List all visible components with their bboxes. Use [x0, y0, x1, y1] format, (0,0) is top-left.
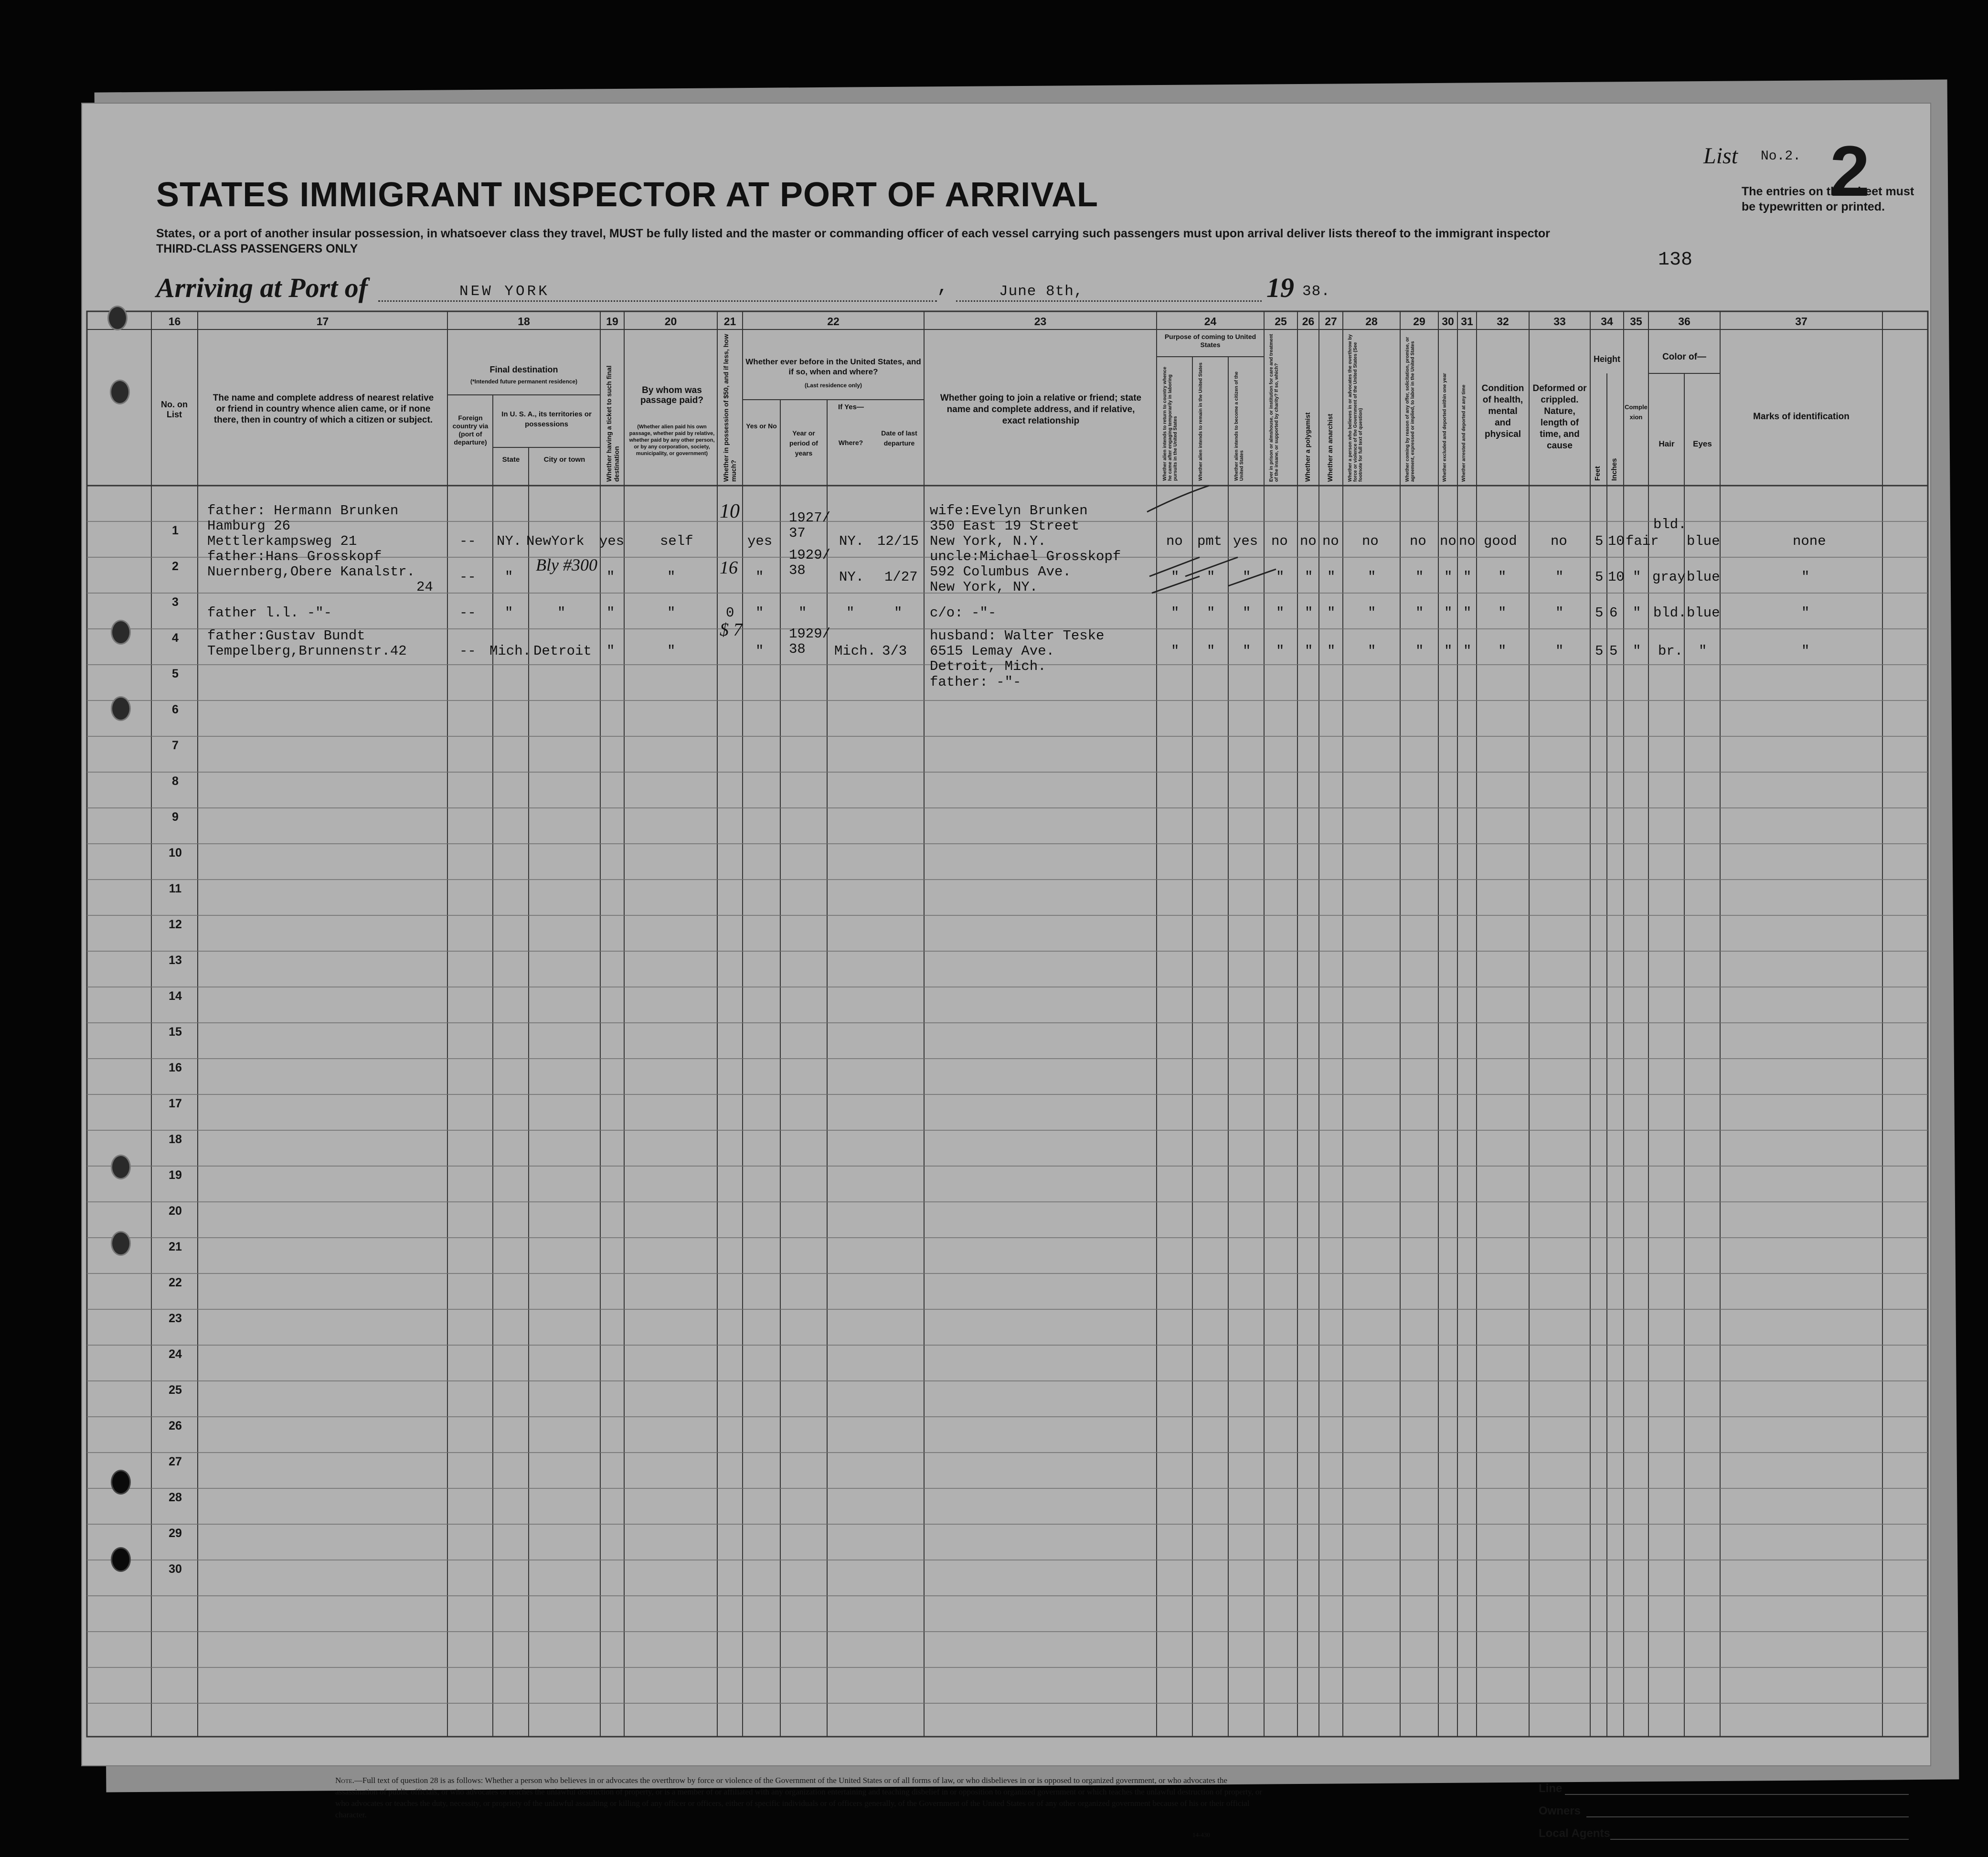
- r3-c24b: ": [1207, 605, 1215, 621]
- r2-inches: 10: [1608, 569, 1625, 585]
- r1-join-address: 350 East 19 Street: [930, 518, 1080, 534]
- r2-join-name: uncle:Michael Grosskopf: [930, 549, 1121, 564]
- owners-label: Owners: [1539, 1804, 1581, 1817]
- r4-paid-ditto: ": [667, 643, 676, 659]
- year-prefix: 19: [1266, 272, 1294, 303]
- colnum-24: 24: [1204, 315, 1217, 328]
- manifest-sheet: [81, 103, 1931, 1840]
- r1-before: yes: [747, 533, 773, 549]
- port-comma: ,: [937, 276, 951, 298]
- r5-join: father: -"-: [930, 674, 1021, 690]
- r2-year: 1929/ 38: [789, 547, 831, 578]
- binder-hole: [111, 696, 131, 721]
- r4-feet: 5: [1595, 643, 1604, 659]
- r4-c31: ": [1463, 643, 1472, 659]
- header-c22-ifyes: If Yes—: [838, 403, 864, 411]
- colnum-27: 27: [1325, 315, 1337, 328]
- list-label: List: [1703, 143, 1738, 169]
- r1-c24a: no: [1166, 533, 1183, 549]
- r2-health: ": [1498, 569, 1507, 585]
- colnum-28: 28: [1365, 315, 1378, 328]
- r3-inches: 6: [1609, 605, 1618, 621]
- r1-relative: father: Hermann Brunken: [207, 503, 399, 519]
- row-number: 27: [169, 1455, 182, 1468]
- r3-complexion: ": [1633, 605, 1641, 621]
- r4-inches: 5: [1609, 643, 1618, 659]
- header-c30: Whether excluded and deported within one year: [1442, 373, 1447, 482]
- header-c21: Whether in possession of $50, and if less, how much?: [722, 334, 737, 482]
- r2-complexion: ": [1633, 569, 1641, 585]
- header-class: THIRD-CLASS PASSENGERS ONLY: [156, 242, 358, 255]
- header-c18-usa: In U. S. A., its territories or possessions: [501, 410, 592, 428]
- header-c22-where: Where?: [838, 439, 863, 446]
- footnote: Note.—Full text of question 28 is as follows: Whether a person who believes in or advocates the overthrow by force or violence of the Government of the United States or of all forms of law, or who disbelieves in or is opposed to organized government, or who advocates the assassination of public officials, or who advocates or teaches the unlawful destruction of property, or is a member of or affiliated with any organization entertaining and teaching disbelief in or opposition to organized government or which teaches the unlawful destruction of property, or who advocates or teaches the duty, necessity, or propriety of the unlawful assaulting or killing of any officer or officers, either of specific individuals or of officers generally, of the Government of the United States or of any other organized government because of his or their official character.: [335, 1776, 1263, 1819]
- header-c18-foreign: Foreign country via (port of departure): [452, 414, 489, 446]
- list-big-number: 2: [1830, 131, 1870, 211]
- header-c22-date: Date of last departure: [881, 429, 917, 447]
- header-c32: Condition of health, mental and physical: [1481, 383, 1524, 439]
- r1-eyes: blue: [1687, 533, 1720, 549]
- row-number: 24: [169, 1348, 182, 1361]
- r1-hair: bld.: [1653, 517, 1687, 532]
- r2-c27: ": [1327, 569, 1336, 585]
- colnum-16: 16: [168, 315, 181, 328]
- header-c22-title: Whether ever before in the United States, and if so, when and where?: [745, 357, 921, 376]
- colnum-31: 31: [1461, 315, 1473, 328]
- r3-feet: 5: [1595, 605, 1604, 621]
- owners-field: [1586, 1816, 1909, 1817]
- r2-state-ditto: ": [505, 569, 513, 585]
- row-number: 29: [169, 1527, 182, 1540]
- r1-join-name: wife:Evelyn Brunken: [930, 503, 1088, 519]
- r3-health: ": [1498, 605, 1507, 621]
- header-c17: The name and complete address of nearest relative or friend in country whence alien came, or if none there, then in country of which a citizen or subject.: [213, 393, 434, 425]
- colnum-30: 30: [1442, 315, 1454, 328]
- list-number: No.2.: [1761, 149, 1801, 164]
- header-c24-a: Whether alien intends to return to country whence he came after engaging temporarily in laboring pursuits in the United States: [1162, 367, 1178, 481]
- row-number: 25: [169, 1383, 182, 1397]
- row-number: 22: [169, 1276, 182, 1289]
- r4-c30: ": [1444, 643, 1453, 659]
- row-number: 6: [172, 703, 179, 716]
- r3-c24c: ": [1243, 605, 1251, 621]
- r4-deformed: ": [1555, 643, 1564, 659]
- r1-feet: 5: [1595, 533, 1604, 549]
- r3-paid-ditto: ": [667, 605, 676, 621]
- row-number: 16: [169, 1061, 182, 1074]
- r3-money: 0: [726, 605, 734, 621]
- colnum-32: 32: [1497, 315, 1509, 328]
- header-c34-feet: Feet: [1594, 466, 1602, 481]
- header-c18-title: Final destination: [489, 365, 558, 374]
- r1-where: NY.: [839, 533, 864, 549]
- r2-join-address: 592 Columbus Ave.: [930, 564, 1071, 580]
- line-label: Line: [1539, 1782, 1563, 1795]
- r4-ticket-ditto: ": [606, 643, 615, 659]
- row-number: 26: [169, 1419, 182, 1433]
- r1-city: NewYork: [526, 533, 585, 549]
- header-c36-hair: Hair: [1658, 439, 1675, 448]
- r1-money: 10: [720, 500, 740, 522]
- header-c36-eyes: Eyes: [1693, 439, 1712, 448]
- header-c24-c: Whether alien intends to become a citizen of the United States: [1234, 371, 1244, 481]
- r1-join-city: New York, N.Y.: [930, 533, 1046, 549]
- r2-where: NY.: [839, 569, 864, 585]
- colnum-23: 23: [1034, 315, 1047, 328]
- r3-c24a: ": [1171, 605, 1180, 621]
- header-c28: Whether a person who believes in or advocates the overthrow by force or violence of the Government of the United States (See footnote for full text of question): [1348, 334, 1363, 482]
- header-c35: Complexion: [1625, 403, 1648, 421]
- header-c22-yesno: Yes or No: [746, 422, 777, 430]
- r2-hair: gray: [1652, 569, 1686, 585]
- r4-hair: br.: [1658, 643, 1683, 659]
- r3-c29: ": [1415, 605, 1424, 621]
- header-c24-b: Whether alien intends to remain in the United States: [1198, 362, 1203, 481]
- header-c20-title: By whom was passage paid?: [640, 385, 703, 405]
- row-number: 23: [169, 1312, 182, 1325]
- r2-relative: father:Hans Grosskopf: [207, 549, 382, 564]
- r1-c28: no: [1362, 533, 1379, 549]
- r4-state: Mich.: [489, 643, 532, 659]
- colnum-21: 21: [723, 315, 736, 328]
- r1-c27: no: [1322, 533, 1339, 549]
- r4-c25: ": [1276, 643, 1285, 659]
- binder-hole: [110, 380, 130, 404]
- header-c31: Whether arrested and deported at any time: [1461, 384, 1467, 482]
- row-number: 20: [169, 1204, 182, 1218]
- r3-deformed: ": [1555, 605, 1564, 621]
- row-number: 28: [169, 1491, 182, 1504]
- arriving-label: Arriving at Port of: [156, 272, 368, 303]
- row-number: 12: [169, 918, 182, 931]
- colnum-18: 18: [518, 315, 530, 328]
- r1-foreign: --: [459, 533, 476, 549]
- r4-join-name: husband: Walter Teske: [930, 628, 1105, 644]
- r1-c31: no: [1459, 533, 1476, 549]
- agents-field: [1610, 1839, 1909, 1840]
- colnum-20: 20: [664, 315, 677, 328]
- row-number: 14: [169, 989, 182, 1003]
- row-number: 11: [169, 882, 182, 895]
- r3-eyes: blue: [1687, 605, 1720, 621]
- r4-city: Detroit: [533, 643, 592, 659]
- r2-c30: ": [1444, 569, 1453, 585]
- form-code: 14-430: [1192, 1831, 1210, 1838]
- r2-c26: ": [1305, 569, 1313, 585]
- header-c22-sub: (Last residence only): [804, 382, 862, 389]
- r3-before-ditto: ": [755, 605, 764, 621]
- r3-c26: ": [1305, 605, 1313, 621]
- binder-hole: [111, 1155, 131, 1179]
- r4-complexion: ": [1633, 643, 1641, 659]
- year-suffix: 38.: [1302, 283, 1330, 300]
- binder-hole: [111, 1470, 131, 1495]
- r1-state: NY.: [497, 533, 522, 549]
- colnum-19: 19: [606, 315, 618, 328]
- page-title: STATES IMMIGRANT INSPECTOR AT PORT OF ARRIVAL: [156, 176, 1098, 214]
- row-number: 1: [172, 524, 179, 537]
- r3-join: c/o: -"-: [930, 605, 997, 621]
- r4-relative-address: Tempelberg,Brunnenstr.42: [207, 643, 407, 659]
- r2-c24a: ": [1171, 569, 1180, 585]
- header-no-on-list: No. on List: [161, 400, 188, 419]
- r3-c27: ": [1327, 605, 1336, 621]
- colnum-33: 33: [1553, 315, 1566, 328]
- header-c19: Whether having a ticket to such final destination: [605, 365, 620, 482]
- r3-c28: ": [1368, 605, 1376, 621]
- colnum-25: 25: [1275, 315, 1287, 328]
- header-c37: Marks of identification: [1753, 412, 1850, 422]
- header-c27: Whether an anarchist: [1326, 414, 1334, 482]
- r1-c24c: yes: [1233, 533, 1258, 549]
- r4-date: 3/3: [882, 643, 907, 659]
- row-number: 2: [172, 560, 179, 573]
- colnum-34: 34: [1601, 315, 1613, 328]
- colnum-26: 26: [1302, 315, 1315, 328]
- row-number: 7: [172, 739, 179, 752]
- r3-c25: ": [1276, 605, 1285, 621]
- r2-feet: 5: [1595, 569, 1604, 585]
- r3-relative: father l.l. -"-: [207, 605, 332, 621]
- r1-c26: no: [1300, 533, 1317, 549]
- r3-marks: ": [1801, 605, 1810, 621]
- r4-year: 1929/ 38: [789, 626, 831, 657]
- agents-label: Local Agents: [1539, 1827, 1610, 1840]
- r2-foreign: --: [459, 569, 476, 585]
- header-c33: Deformed or crippled. Nature, length of time, and cause: [1532, 383, 1587, 451]
- binder-hole: [107, 306, 128, 330]
- header-c23: Whether going to join a relative or friend; state name and complete address, and if relative, exact relationship: [940, 393, 1142, 426]
- entries-note: The entries on this sheet must be typewritten or printed.: [1742, 185, 1914, 213]
- header-c36: Color of—: [1662, 352, 1706, 362]
- r2-handwritten-note: Bly #300: [536, 555, 597, 574]
- colnum-17: 17: [316, 315, 329, 328]
- r2-ticket-ditto: ": [606, 569, 615, 585]
- r2-paid-ditto: ": [667, 569, 676, 585]
- r3-city-ditto: ": [557, 605, 566, 621]
- binder-hole: [111, 1547, 131, 1572]
- binder-hole: [111, 620, 131, 645]
- r4-where: Mich.: [834, 643, 876, 659]
- r2-deformed: ": [1555, 569, 1564, 585]
- header-c26: Whether a polygamist: [1304, 412, 1311, 482]
- r3-foreign: --: [459, 605, 476, 621]
- r2-eyes: blue: [1687, 569, 1720, 585]
- r1-c29: no: [1410, 533, 1426, 549]
- r3-state-ditto: ": [505, 605, 513, 621]
- row-number: 19: [169, 1168, 182, 1182]
- r2-date: 1/27: [884, 569, 918, 585]
- r4-c24c: ": [1243, 643, 1251, 659]
- r2-join-city: New York, NY.: [930, 579, 1038, 595]
- r4-c29: ": [1415, 643, 1424, 659]
- header-c22-year: Year or period of years: [789, 429, 818, 457]
- header-c25: Ever in prison or almshouse, or institution for care and treatment of the insane, or supported by charity? If so, which?: [1269, 334, 1279, 482]
- r1-paid-by: self: [660, 533, 693, 549]
- r4-c24b: ": [1207, 643, 1215, 659]
- row-number: 13: [169, 954, 182, 967]
- r1-marks: none: [1793, 533, 1826, 549]
- r1-relative-city: Hamburg 26: [207, 518, 291, 534]
- r2-c28: ": [1368, 569, 1376, 585]
- row-number: 18: [169, 1133, 182, 1146]
- row-number: 8: [172, 775, 179, 788]
- row-lines: [87, 521, 1928, 1703]
- row-number: 15: [169, 1025, 182, 1039]
- r2-c31: ": [1463, 569, 1472, 585]
- r1-relative-street: Mettlerkampsweg 21: [207, 533, 357, 549]
- r3-c31: ": [1463, 605, 1472, 621]
- r4-c28: ": [1368, 643, 1376, 659]
- date-value: June 8th,: [999, 283, 1084, 300]
- r1-inches: 10: [1608, 533, 1625, 549]
- r2-c29: ": [1415, 569, 1424, 585]
- r4-c26: ": [1305, 643, 1313, 659]
- r2-c24b: ": [1207, 569, 1215, 585]
- row-number: 3: [172, 595, 179, 609]
- port-value: NEW YORK: [459, 283, 550, 300]
- sheet-number: 138: [1658, 249, 1693, 271]
- colnum-36: 36: [1678, 315, 1690, 328]
- r3-hair: bld.: [1653, 605, 1687, 621]
- r1-date: 12/15: [877, 533, 919, 549]
- r2-relative-address: Nuernberg,Obere Kanalstr.: [207, 564, 415, 580]
- header-c20-sub: (Whether alien paid his own passage, whether paid by relative, whether paid by any other person, or by any corporation, society, municipality, or government): [629, 424, 715, 456]
- r4-before-ditto: ": [755, 643, 764, 659]
- r4-marks: ": [1801, 643, 1810, 659]
- header-c24-title: Purpose of coming to United States: [1164, 333, 1256, 349]
- r2-relative-number: 24: [416, 579, 433, 595]
- colnum-35: 35: [1630, 315, 1642, 328]
- row-number: 21: [169, 1240, 182, 1253]
- r1-ticket: yes: [599, 533, 625, 549]
- header-c18-state: State: [502, 456, 520, 464]
- r1-health: good: [1484, 533, 1517, 549]
- r3-date-ditto: ": [894, 605, 903, 621]
- r4-relative: father:Gustav Bundt: [207, 628, 365, 644]
- row-number: 4: [172, 631, 179, 645]
- r4-join-city: Detroit, Mich.: [930, 658, 1046, 674]
- r3-c30: ": [1444, 605, 1453, 621]
- r4-c27: ": [1327, 643, 1336, 659]
- header-instruction: States, or a port of another insular possession, in whatsoever class they travel, MUST be fully listed and the master or commanding officer of each vessel carrying such passengers must upon arrival deliver lists thereof to the immigrant inspector: [156, 227, 1550, 240]
- row-number: 10: [169, 846, 182, 860]
- r2-c24c: ": [1243, 569, 1251, 585]
- line-field: [1565, 1794, 1909, 1795]
- r4-money-mark: $ 7: [720, 620, 743, 640]
- r1-c24b: pmt: [1197, 533, 1223, 549]
- r1-c30: no: [1440, 533, 1456, 549]
- binder-hole: [111, 1231, 131, 1256]
- r3-where-ditto: ": [846, 605, 855, 621]
- r2-before-ditto: ": [755, 569, 764, 585]
- row-number: 5: [172, 667, 179, 680]
- r4-join-address: 6515 Lemay Ave.: [930, 643, 1055, 659]
- r2-c25: ": [1276, 569, 1285, 585]
- header-c34: Height: [1594, 354, 1620, 364]
- header-c18-city: City or town: [543, 456, 585, 464]
- r3-year-ditto: ": [798, 605, 807, 621]
- row-number: 30: [169, 1562, 182, 1576]
- r3-ticket-ditto: ": [606, 605, 615, 621]
- colnum-22: 22: [827, 315, 840, 328]
- row-number: 9: [172, 810, 179, 824]
- colnum-37: 37: [1795, 315, 1807, 328]
- r2-money-mark: 16: [720, 558, 738, 578]
- r1-deformed: no: [1551, 533, 1567, 549]
- r4-health: ": [1498, 643, 1507, 659]
- header-c34-inches: Inches: [1610, 458, 1618, 481]
- colnum-29: 29: [1413, 315, 1425, 328]
- header-c29: Whether coming by reason of any offer, solicitation, promise, or agreement, expressed or implied, to labor in the United States: [1405, 337, 1415, 482]
- r1-complexion: fair: [1626, 533, 1659, 549]
- r2-marks: ": [1801, 569, 1810, 585]
- row-number: 17: [169, 1097, 182, 1110]
- r1-year: 1927/ 37: [789, 510, 831, 541]
- r4-eyes: ": [1699, 643, 1707, 659]
- r4-foreign: --: [459, 643, 476, 659]
- r4-c24a: ": [1171, 643, 1180, 659]
- header-c18-sub: (*Intended future permanent residence): [470, 378, 578, 385]
- r1-c25: no: [1271, 533, 1288, 549]
